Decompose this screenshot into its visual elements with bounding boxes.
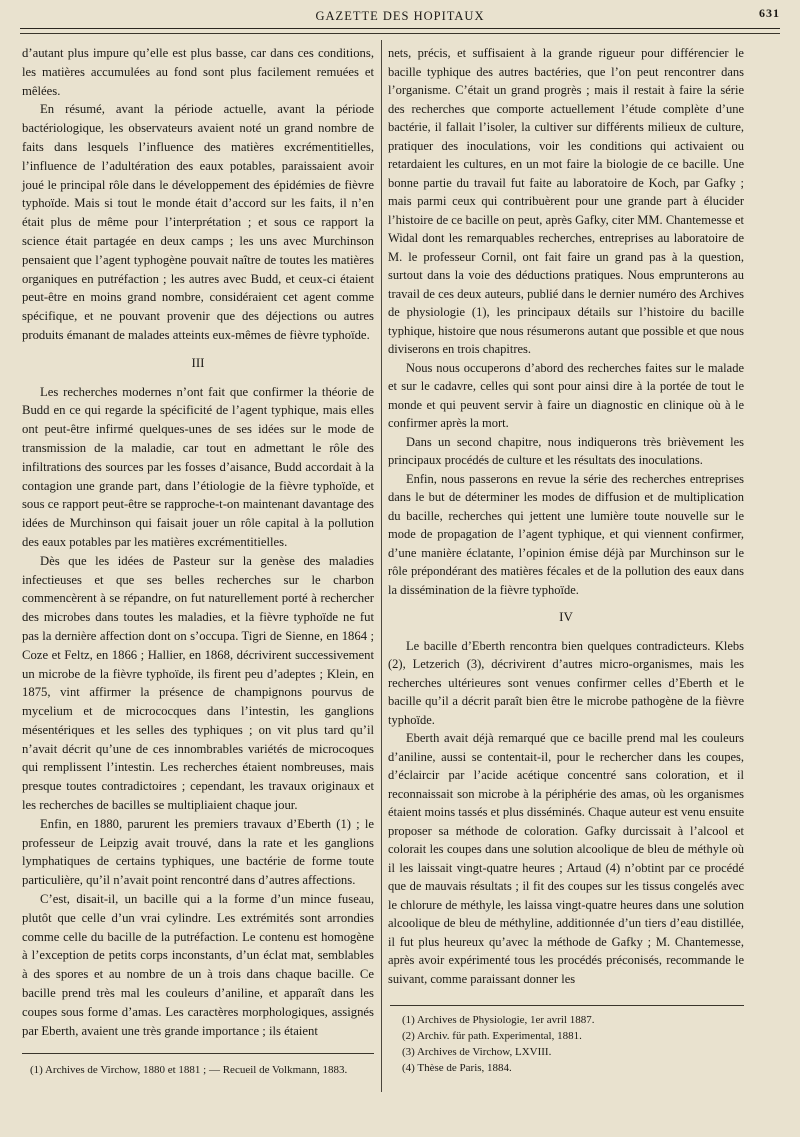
right-paragraph-5: Le bacille d’Eberth rencontra bien quelques contradicteurs. Klebs (2), Letzerich (3), décrivirent d’autres micro-organismes, mais les recherches ultérieures sont venues confirmer celles d’Eberth et le bacille qu’il a décrit paraît bien être le microbe pathogène de la fièvre typhoïde. (388, 638, 744, 727)
right-footnotes (402, 1012, 742, 1076)
left-paragraph-2: En résumé, avant la période actuelle, avant la période bactériologique, les observateurs avaient noté un grand nombre de faits dans lesquels l’influence des matières excrémentitielles, l’influence de l’adultération des eaux potables, paraissaient avoir joué le principal rôle dans le développement des épidémies de fièvre typhoïde. Mais si tout le monde était d’accord sur les faits, il n’en était plus de même pour l’interprétation ; et sous ce rapport la science était partagée en deux camps ; les uns avec Murchinson pensaient que l’agent typhogène pouvait naître de toutes les matières organiques en putréfaction ; les autres avec Budd, et ceux-ci étaient peut-être en moins grand nombre, considéraient cet agent comme spécifique, et ne pouvant provenir que des déjections ou autres produits émanant de malades atteints eux-mêmes de fièvre typhoïde. (22, 102, 374, 342)
right-paragraph-1: nets, précis, et suffisaient à la grande rigueur pour différencier le bacille typhique des autres bactéries, que l’on peut rencontrer dans l’organisme. C’était un grand progrès ; mais il restait à faire la série des recherches que comporte actuellement l’étude complète d’une bactérie, il fallait l’isoler, la cultiver sur différents milieux de culture, pratiquer des inoculations, voir les conditions qui activaient ou retardaient les cultures, en un mot faire la biologie de ce bacille. Une bonne partie du travail fut faite au laboratoire de Koch, par Gafky ; mais parmi ceux qui contribuèrent pour une grande part à élucider l’histoire de ce bacille on peut, après Gafky, citer MM. Chantemesse et Widal dont les remarquables recherches, entreprises au laboratoire de M. le professeur Cornil, ont fait faire un grand pas à la question, surtout dans la voie des déductions pratiques. Nous emprunterons au travail de ces deux auteurs, publié dans le dernier numéro des Archives de physiologie (1), les principaux détails sur l’histoire du bacille typhique, histoire que nous résumerons autant que possible et que nous diviserons en trois chapitres. (388, 46, 744, 356)
left-footnote-rule (22, 1053, 374, 1054)
section-heading-iv: IV (559, 609, 573, 624)
left-column (22, 44, 374, 1040)
right-footnote-rule (390, 1005, 744, 1006)
footnote-3: (3) Archives de Virchow, LXVIII. (402, 1046, 552, 1058)
left-paragraph-6: C’est, disait-il, un bacille qui a la forme d’un mince fuseau, plutôt que celle d’un vrai cylindre. Les extrémités sont arrondies comme celle du bacille de la putréfaction. Le contenu est homogène à l’exception de petits corps inconstants, d’un éclat mat, semblables à des spores et au nombre de un à trois dans chaque bacille. Ce bacille prend très mal les couleurs d’aniline, et apparaît dans les coupes sous forme d’amas. Les caractères morphologiques, assignés par Eberth, avaient une très grande importance ; ils étaient (22, 892, 374, 1038)
page-number: 631 (759, 6, 780, 20)
left-footnote: (1) Archives de Virchow, 1880 et 1881 ; — Recueil de Volkmann, 1883. (30, 1064, 348, 1076)
page-header (20, 6, 780, 29)
left-paragraph-5: Enfin, en 1880, parurent les premiers travaux d’Eberth (1) ; le professeur de Leipzig avait trouvé, dans la rate et les ganglions lymphatiques de certains typhiques, une bactérie de forme toute particulière, qu’il n’avait point rencontré dans d’autres affections. (22, 816, 374, 888)
left-paragraph-1: d’autant plus impure qu’elle est plus basse, car dans ces conditions, les matières accumulées au fond sont plus facilement remuées et mêlées. (22, 46, 374, 98)
right-paragraph-3: Dans un second chapitre, nous indiquerons très brièvement les principaux procédés de culture et les résultats des inoculations. (388, 434, 744, 467)
header-rule (20, 33, 780, 34)
right-paragraph-2: Nous nous occuperons d’abord des recherches faites sur le malade et sur le cadavre, celles qui sont pour ainsi dire à la portée de tout le monde et qui peuvent servir à faire un diagnostic en clinique où à le confirmer après la mort. (388, 360, 744, 430)
right-column (388, 44, 744, 988)
right-paragraph-6: Eberth avait déjà remarqué que ce bacille prend mal les couleurs d’aniline, aussi se contentait-il, pour le rechercher dans les coupes, d’éclaircir par l’acide acétique concentré sans coloration, et il reconnaissait son microbe à la périphérie des amas, où les organismes étaient moins tassés et plus disséminés. Chaque auteur est venu ensuite proposer sa méthode de coloration. Gafky durcissait à l’alcool et colorait les coupes dans une solution alcoolique de bleu de méthyle où il les laissait vingt-quatre heures ; Artaud (4) n’obtint par ce procédé que de mauvais résultats ; il fit des coupes sur les tissus congelés avec le chlorure de méthyle, les laissa vingt-quatre heures dans une solution alcoolique de bleu de méthyline, additionnée d’un tiers d’eau distillée, il fut plus heureux qu’avec la méthode de Gafky ; M. Chantemesse, après avoir expérimenté tous les procédés préconisés, recommande le suivant, comme paraissant donner les (388, 731, 744, 986)
footnote-1: (1) Archives de Physiologie, 1er avril 1887. (402, 1014, 595, 1026)
footnote-2: (2) Archiv. für path. Experimental, 1881. (402, 1030, 582, 1042)
journal-title: GAZETTE DES HOPITAUX (315, 9, 485, 23)
section-heading-iii: III (191, 354, 205, 370)
column-divider (381, 40, 382, 1092)
left-paragraph-3: Les recherches modernes n’ont fait que confirmer la théorie de Budd en ce qui regarde la spécificité de l’agent typhique, mais elles ont peut-être infirmé quelques-unes de ses idées sur le mode de transmission de la maladie, car tout en admettant le rôle des infiltrations des sources par les fosses d’aisance, Budd accordait à la contagion une grande part, dans l’étiologie de la fièvre typhoïde, et sous ce rapport peut-être se rapproche-t-on maintenant davantage des idées de Murchinson qui faisait jouer un rôle capital à la pollution des eaux potables par les matières excrémentitielles. (22, 384, 374, 549)
left-paragraph-4: Dès que les idées de Pasteur sur la genèse des maladies infectieuses et que ses belles recherches sur le charbon commencèrent à se répandre, on fut naturellement porté à rechercher des microbes dans toutes les maladies, et la fièvre typhoïde ne fut pas la dernière affection dont on s’occupa. Tigri de Sienne, en 1864 ; Coze et Feltz, en 1866 ; Hallier, en 1868, décrivirent successivement un microbe de la fièvre typhoïde, ils firent peu d’adeptes ; Klein, en 1875, vint affirmer la présence de champignons pourvus de mycelium et de micrococques dans l’intestin, les ganglions mésentériques et les selles des typhiques ; on vit plus tard qu’il n’avait décrit qu’une de ces innombrables variétés de microcoques qui remplissent l’intestin. Les recherches étaient nombreuses, mais presque toutes contradictoires ; cependant, les travaux originaux et les recherches de bacilles se multipliaient chaque jour. (22, 553, 374, 813)
right-paragraph-4: Enfin, nous passerons en revue la série des recherches entreprises dans le but de déterminer les modes de diffusion et de multiplication du bacille, recherches qui jettent une lumière toute nouvelle sur le mode de propagation de l’agent typhique, et qui viennent confirmer, d’une manière éclatante, l’opinion émise déjà par Murchinson sur le rôle prépondérant des matières fécales et de la pollution des eaux dans la dissémination de la fièvre typhoïde. (388, 471, 744, 597)
footnote-4: (4) Thèse de Paris, 1884. (402, 1062, 512, 1074)
